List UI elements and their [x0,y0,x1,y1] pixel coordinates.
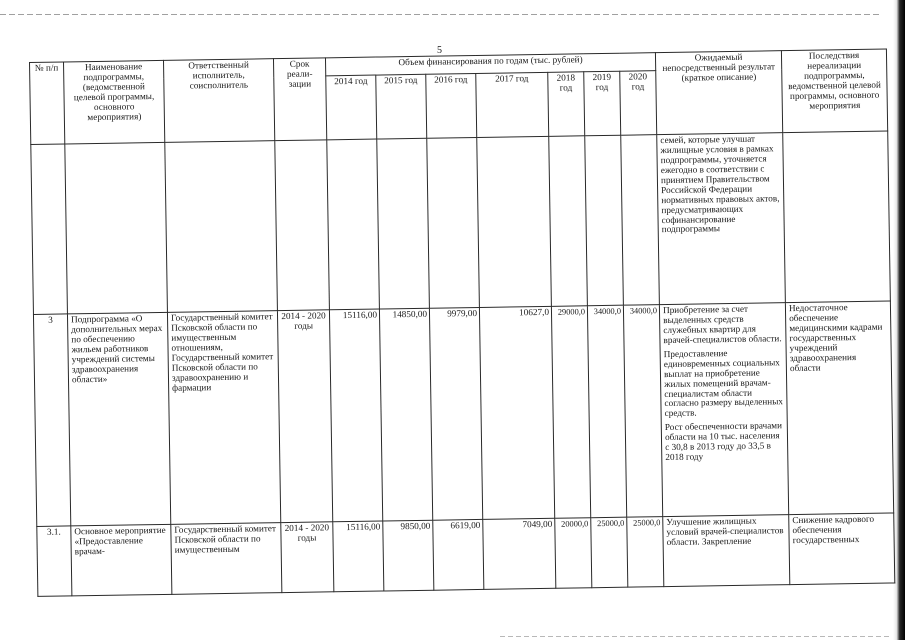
result-text: Приобретение за счет выделенных средств служебных квартир для врачей-специалистов области. [662,303,782,345]
value-2019: 25000,0 [591,517,628,588]
header-executor: Ответственный исполнитель, соисполнитель [163,59,274,143]
header-consequences: Последствия нереализации подпрограммы, ведомственной целевой программы, основного мероприятия [781,49,887,133]
measure-name: Основное мероприятие «Предоставление врачам- [71,524,172,596]
term-cell: 2014 - 2020 годы [281,522,334,593]
value-2016: 9979,00 [429,307,482,520]
document-sheet [29,49,894,602]
header-year: 2019 год [584,71,621,136]
header-year: 2016 год [426,73,477,138]
table-row-3-1 [37,513,895,596]
header-result: Ожидаемый непосредственный результат (краткое описание) [655,51,782,135]
result-text: Предоставление единовременных социальных выплат на приобретение жилых помещений врачам-специалистам области согласно размеру выделенных средств. [663,347,784,419]
scan-edge-shadow [893,0,905,640]
header-num: № п/п [30,62,65,145]
result-cell [659,303,788,517]
header-year: 2015 год [376,74,427,139]
result-cell: семей, которые улучшат жилищные условия в рамках подпрограммы, уточняется ежегодно в соответствии с принятием Правительством Российской Федерации нормативных правовых актов, предусматривающих софинансирование подпрограммы [657,133,786,305]
table-row-3 [33,301,893,526]
consequences-cell: Недостаточное обеспечение медицинскими кадрами государственных учреждений здравоохранения области [785,301,893,515]
scan-artifact-top [0,14,880,15]
value-2020: 25000,0 [627,517,664,588]
row-number: 3.1. [37,526,72,597]
consequences-cell: Снижение кадрового обеспечения государственных [789,513,895,585]
result-text: Рост обеспеченности врачами области на 10 тыс. населения с 30,8 в 2013 году до 33,5 в 2018 году [664,420,783,463]
value-2019: 34000,0 [587,305,626,518]
value-2016: 6619,00 [433,519,484,590]
header-financing: Объем финансирования по годам (тыс. рублей) [325,53,655,76]
value-2017: 7049,00 [483,518,556,589]
header-year: 2014 год [326,75,377,140]
header-year: 2020 год [620,71,657,136]
scan-artifact-bottom [500,636,890,637]
header-year: 2018 год [548,72,585,137]
executor-cell: Государственный комитет Псковской области по имущественным отношениям, Государственный комитет Псковской области по здравоохранению и фармации [167,311,280,525]
executor-cell: Государственный комитет Псковской области по имущественным [171,523,282,595]
value-2018: 20000,0 [555,518,592,589]
header-term: Срок реали-зации [273,58,326,141]
value-2015: 9850,00 [383,520,434,591]
header-year: 2017 год [476,72,549,137]
value-2014: 15116,00 [333,521,384,592]
value-2014: 15116,00 [329,309,382,522]
term-cell: 2014 - 2020 годы [277,310,332,523]
header-name: Наименование подпрограммы, (ведомственной целевой программы, основного мероприятия) [64,60,165,144]
value-2015: 14850,00 [379,308,432,521]
result-cell: Улучшение жилищных условий врачей-специалистов области. Закрепление [663,515,790,587]
table-row-continuation [31,131,891,314]
page-number: 5 [437,45,442,56]
program-table [29,49,895,597]
row-number: 3 [33,314,70,527]
value-2018: 29000,0 [551,306,590,519]
subprogram-name: Подпрограмма «О дополнительных мерах по обеспечению жильем работников учреждений системы здравоохранения области» [67,312,170,526]
value-2017: 10627,0 [479,306,554,519]
value-2020: 34000,0 [623,305,662,518]
